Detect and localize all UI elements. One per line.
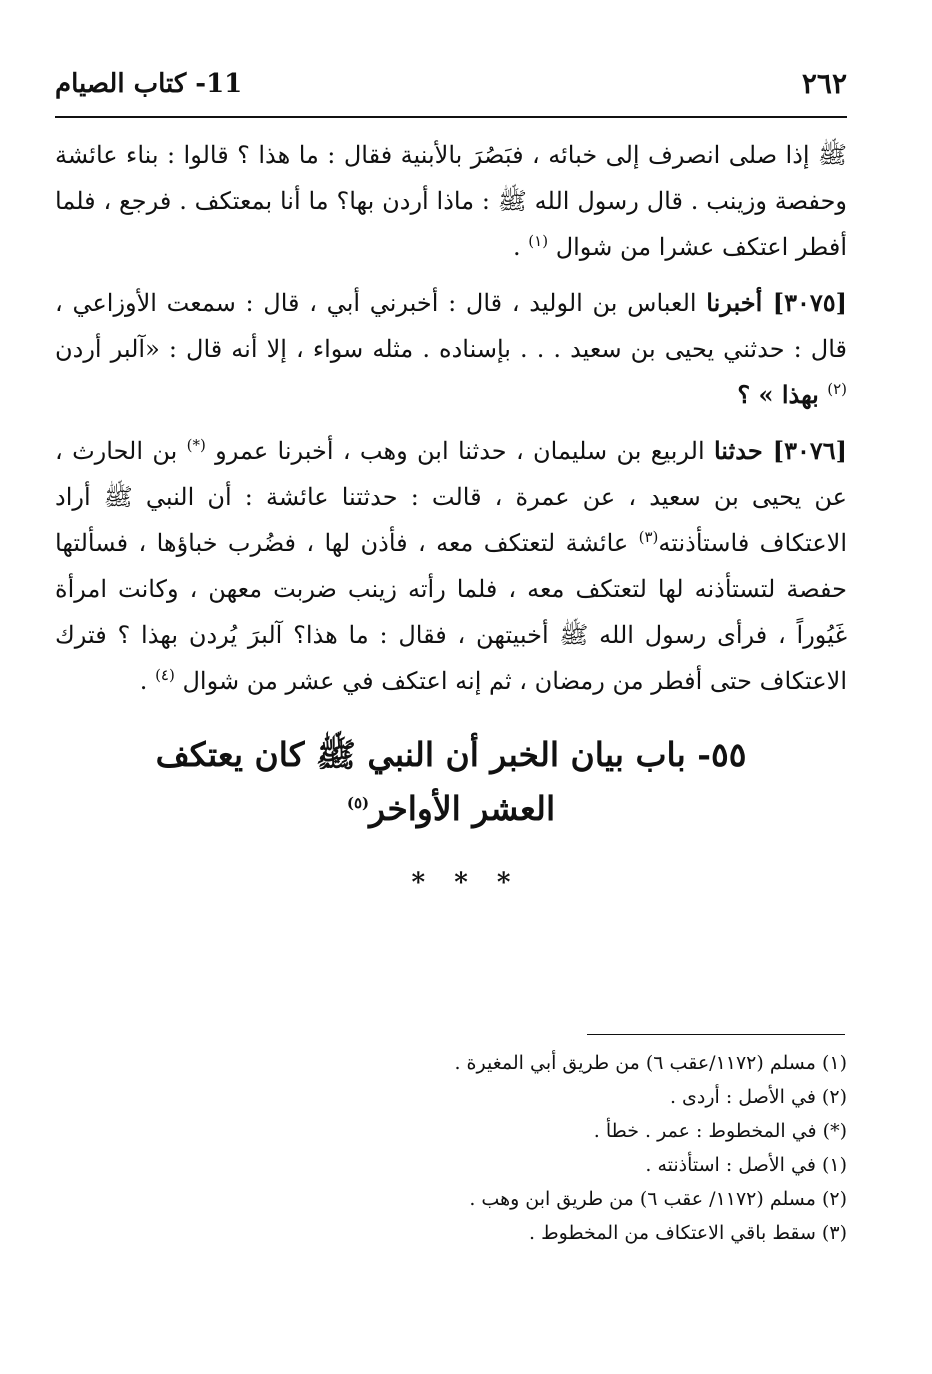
- narration-lead: أخبرنا: [706, 288, 773, 317]
- hadith-3075: [55, 280, 847, 418]
- section-separator: * * *: [411, 868, 521, 898]
- footnote-ref: (٢): [827, 380, 847, 398]
- footnote-ref: (٤): [155, 666, 175, 684]
- page-header: [55, 62, 847, 110]
- footnote-ref: (١): [528, 232, 549, 250]
- narration-lead: حدثنا: [713, 436, 773, 465]
- footnote-divider: [587, 1034, 845, 1035]
- main-text: [55, 132, 847, 714]
- section-heading-text: ٥٥- باب بيان الخبر أن النبي ﷺ كان يعتكف العشر الأواخر: [155, 735, 747, 828]
- footnote-item: (١) في الأصل : استأذنته .: [645, 1154, 847, 1176]
- hadith-3076-text-a: الربيع بن سليمان ، حدثنا ابن وهب ، أخبرنا عمرو: [205, 437, 714, 465]
- footnote-item: (*) في المخطوط : عمر . خطأ .: [593, 1120, 847, 1142]
- paragraph-1-text: ﷺ إذا صلى انصرف إلى خبائه ، فبَصُرَ بالأبنية فقال : ما هذا ؟ قالوا : بناء عائشة وحفصة وزينب . قال رسول الله ﷺ : ماذا أردن بها؟ ما أنا بمعتكف . فرجع ، فلما أفطر اعتكف عشرا من شوال: [55, 141, 847, 261]
- footnote-ref: (*): [186, 436, 206, 454]
- hadith-3075-end: بهذا » ؟: [737, 380, 828, 409]
- paragraph-1: [55, 132, 847, 270]
- footnote-item: (٢) في الأصل : أردى .: [669, 1086, 847, 1108]
- hadith-3076-end: .: [139, 667, 156, 695]
- footnotes: [300, 1046, 847, 1250]
- hadith-3076: [55, 428, 847, 704]
- paragraph-1-end: .: [513, 233, 529, 261]
- page-number: ٢٦٢: [801, 67, 847, 100]
- footnote-item: (١) مسلم (١١٧٢/عقب ٦) من طريق أبي المغيرة .: [454, 1052, 847, 1074]
- footnote-item: (٢) مسلم (١١٧٢/ عقب ٦) من طريق ابن وهب .: [469, 1188, 847, 1210]
- footnote-ref: (٥): [346, 794, 370, 812]
- chapter-title: 11- كتاب الصيام: [55, 69, 243, 99]
- footnote-ref: (٣): [638, 528, 659, 546]
- section-heading: [120, 728, 782, 836]
- header-divider: [55, 116, 847, 118]
- hadith-3076-text-b: بن الحارث ، عن يحيى بن سعيد ، عن عمرة ، قالت : حدثتنا عائشة : أن النبي ﷺ أراد الاعتكاف فاستأذنته: [55, 437, 848, 557]
- hadith-number: [٣٠٧٥]: [772, 288, 847, 317]
- hadith-3076-text-c: عائشة لتعتكف معه ، فأذن لها ، فضُرب خباؤها ، فسألتها حفصة لتستأذنه لها لتعتكف معه ، فلما رأته زينب ضربت معهن ، وكانت امرأة غَيُوراً ، فرأى رسول الله ﷺ أخبيتهن ، فقال : ما هذا؟ آلبرَ يُردن بهذا ؟ فترك الاعتكاف حتى أفطر من رمضان ، ثم إنه اعتكف في عشر من شوال: [55, 529, 847, 695]
- hadith-number: [٣٠٧٦]: [772, 436, 847, 465]
- hadith-3075-text: العباس بن الوليد ، قال : أخبرني أبي ، قال : سمعت الأوزاعي ، قال : حدثني يحيى بن سعيد . . . بإسناده . مثله سواء ، إلا أنه قال : «آلبر أردن: [55, 289, 847, 363]
- footnote-item: (٣) سقط باقي الاعتكاف من المخطوط .: [529, 1222, 847, 1244]
